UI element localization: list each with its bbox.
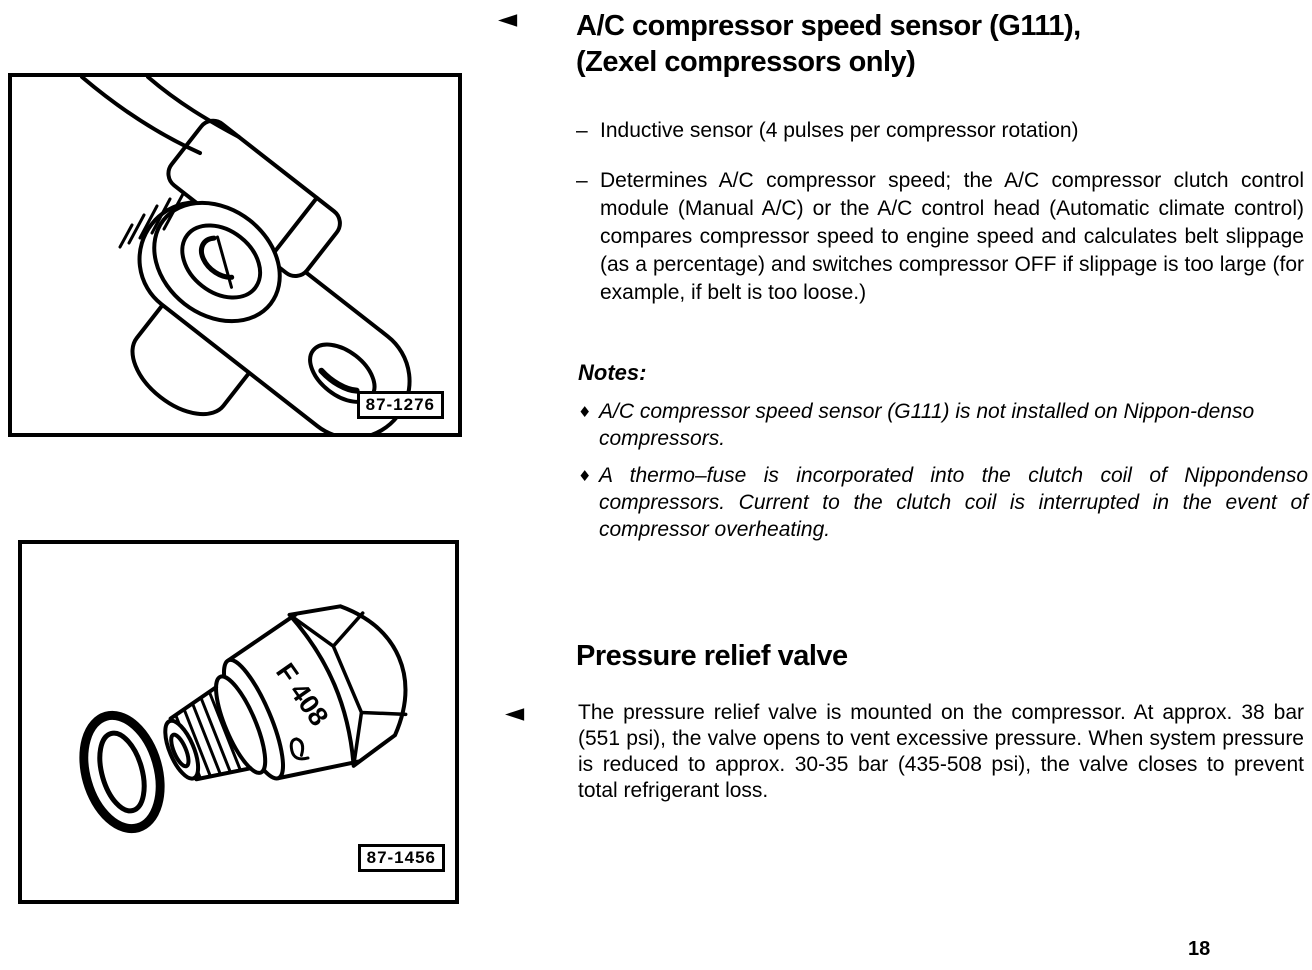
figure-number: 87-1456 — [366, 848, 436, 867]
pointer-arrow-icon: ◄ — [498, 4, 518, 33]
diamond-bullet: ♦ — [578, 403, 592, 421]
diamond-bullet: ♦ — [578, 467, 592, 485]
note-item — [578, 462, 1308, 543]
pointer-arrow-icon: ◄ — [505, 698, 525, 727]
note-text: A/C compressor speed sensor (G111) is not installed on Nippon-denso compressors. — [599, 400, 1255, 450]
section-title-speed-sensor — [576, 8, 1306, 80]
note-item — [578, 398, 1306, 452]
figure-speed-sensor — [8, 73, 462, 437]
notes-heading: Notes: — [578, 360, 647, 385]
note-text: A thermo–fuse is incorporated into the clutch coil of Nippondenso compressors. Current to the clutch coil is interrupted in the event of compressor overheating. — [599, 464, 1308, 541]
figure-number: 87-1276 — [365, 395, 435, 414]
pressure-valve-paragraph: The pressure relief valve is mounted on the compressor. At approx. 38 bar (551 psi), the valve opens to vent excessive pressure. When system pressure is reduced to approx. 30-35 bar (435-508 psi), the valve closes to prevent total refrigerant loss. — [578, 701, 1304, 802]
valve-engraving: F 408 — [270, 657, 335, 732]
page-number: 18 — [1188, 938, 1211, 960]
section-title-line1: A/C compressor speed sensor (G111), — [576, 10, 1081, 42]
list-item — [576, 167, 1304, 307]
figure-number-badge — [358, 844, 445, 872]
list-item-text: Inductive sensor (4 pulses per compressor rotation) — [600, 119, 1079, 142]
figure-pressure-relief-valve — [18, 540, 459, 904]
dash-bullet: – — [576, 169, 588, 192]
list-item-text: Determines A/C compressor speed; the A/C compressor clutch control module (Manual A/C) or the A/C control head (Automatic climate control) compares compressor speed to engine speed and calculates belt slippage (as a percentage) and switches compressor OFF if slippage is too large (for example, if belt is too loose.) — [600, 169, 1304, 304]
speed-sensor-illustration — [12, 77, 458, 433]
dash-bullet: – — [576, 119, 588, 142]
o-ring — [71, 706, 172, 837]
section-title-line2: (Zexel compressors only) — [576, 46, 916, 78]
figure-number-badge — [357, 391, 444, 419]
list-item — [576, 117, 1304, 145]
section-title-pressure-valve: Pressure relief valve — [576, 640, 848, 672]
